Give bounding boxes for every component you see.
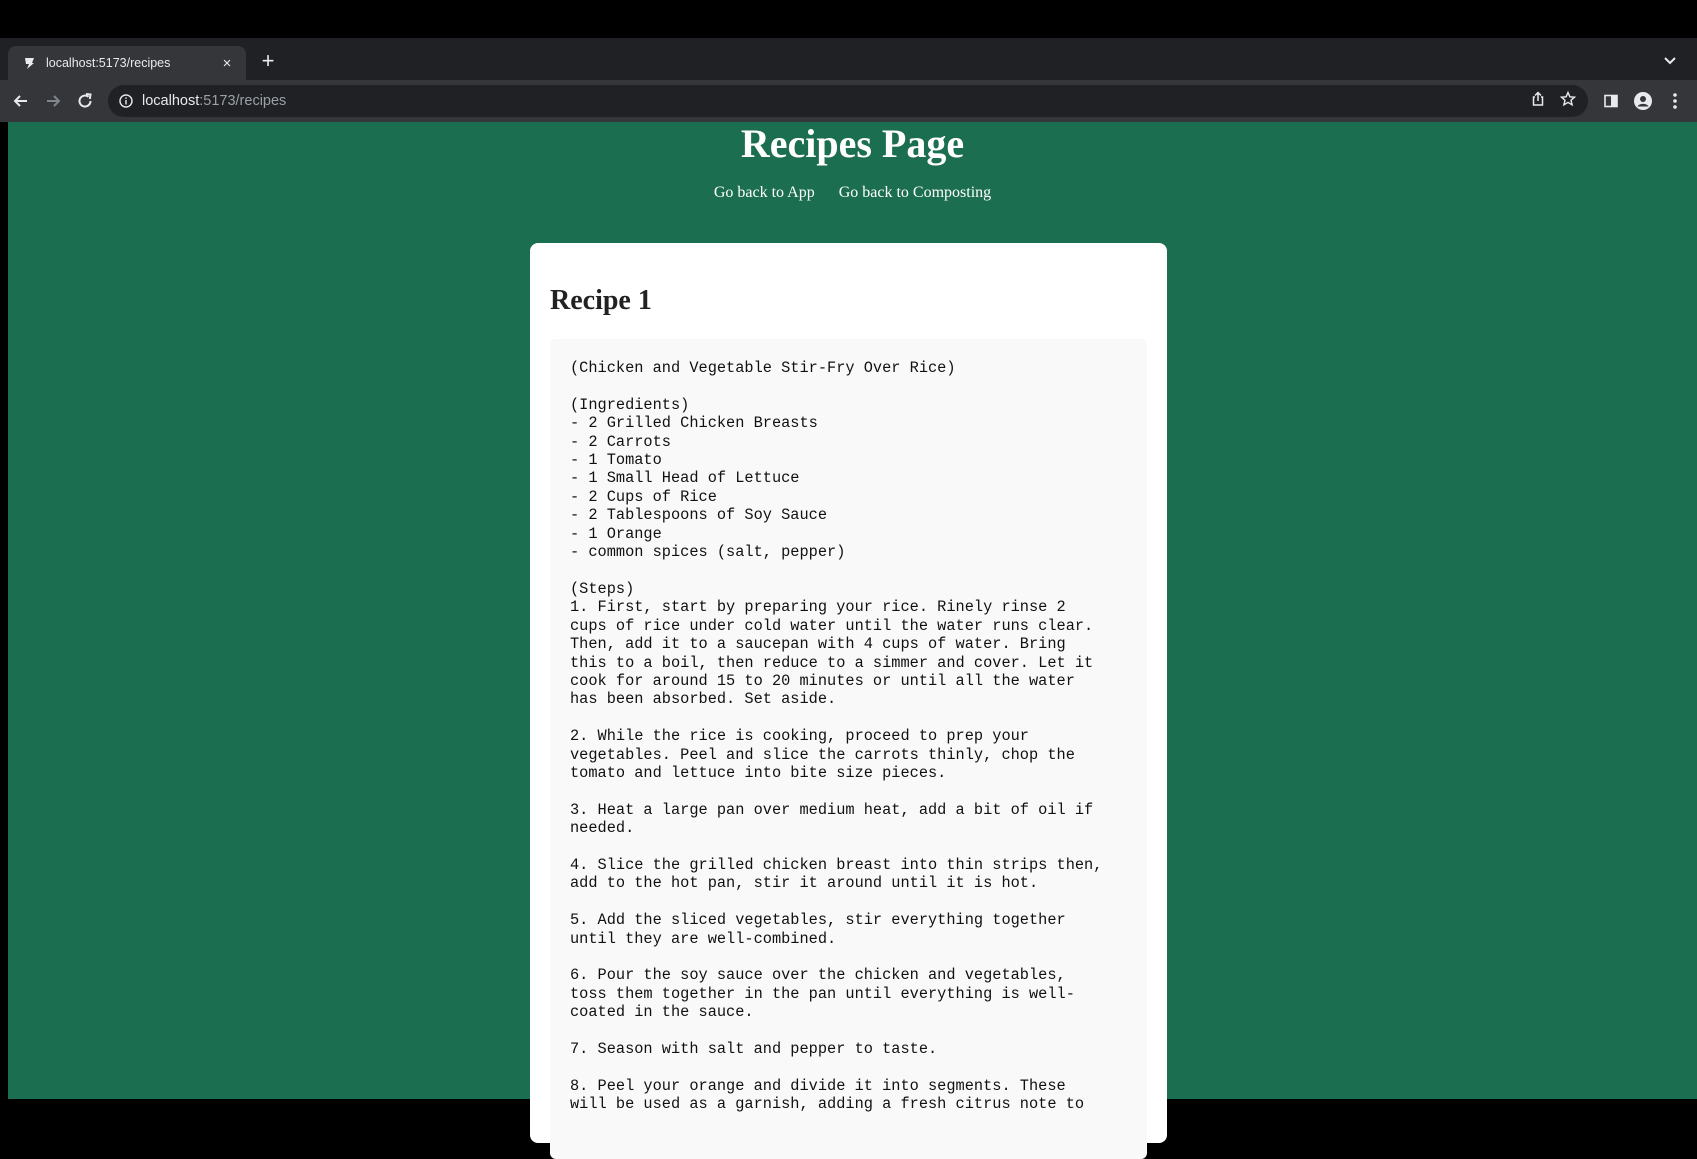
page-title: Recipes Page [740, 121, 965, 166]
page-nav [8, 184, 1697, 202]
recipe-heading: Recipe 1 [550, 285, 652, 316]
tab-close-icon[interactable]: × [222, 54, 232, 72]
browser-tab-strip [0, 38, 1697, 80]
recipe-card [530, 243, 1167, 1143]
reload-icon[interactable] [73, 89, 97, 113]
star-icon[interactable] [1560, 91, 1576, 112]
url-host: localhost [142, 93, 200, 109]
screen-top-bar [0, 0, 1697, 38]
page-content [8, 121, 1697, 1114]
info-icon[interactable] [118, 93, 134, 109]
kebab-menu-icon[interactable] [1663, 89, 1687, 113]
share-icon[interactable] [1530, 91, 1546, 112]
go-back-to-app-link[interactable]: Go back to App [713, 184, 815, 201]
browser-tab-active[interactable] [8, 46, 246, 80]
side-panel-icon[interactable] [1599, 89, 1623, 113]
recipe-body: (Chicken and Vegetable Stir-Fry Over Rice) (Ingredients) - 2 Grilled Chicken Breasts - 2 Carrots - 1 Tomato - 1 Small Head of Lettuce - 2 Cups of Rice - 2 Tablespoons of Soy Sauce - 1 Orange - common spices (salt, pepper) (Steps) 1. First, start by preparing your rice. Rinely rinse 2 cups of rice under cold water until the water runs clear. Then, add it to a saucepan with 4 cups of water. Bring this to a boil, then reduce to a simmer and cover. Let it cook for around 15 to 20 minutes or until all the water has been absorbed. Set aside. 2. While the rice is cooking, proceed to prep your vegetables. Peel and slice the carrots thinly, chop the tomato and lettuce into bite size pieces. 3. Heat a large pan over medium heat, add a bit of oil if needed. 4. Slice the grilled chicken breast into thin strips then, add to the hot pan, stir it around until it is hot. 5. Add the sliced vegetables, stir everything together until they are well-combined. 6. Pour the soy sauce over the chicken and vegetables, toss them together in the pan until everything is well- coated in the sauce. 7. Season with salt and pepper to taste. 8. Peel your orange and divide it into segments. These will be used as a garnish, adding a fresh citrus note to [570, 359, 1103, 1114]
tab-title: localhost:5173/recipes [46, 56, 171, 70]
vite-favicon-icon [22, 56, 36, 70]
new-tab-button[interactable]: + [261, 48, 275, 73]
go-back-to-composting-link[interactable]: Go back to Composting [838, 184, 992, 201]
url-text [142, 93, 286, 109]
chevron-down-icon[interactable] [1661, 52, 1679, 70]
forward-arrow-icon[interactable] [41, 89, 65, 113]
profile-icon[interactable] [1631, 89, 1655, 113]
browser-toolbar [0, 80, 1697, 122]
back-arrow-icon[interactable] [9, 89, 33, 113]
recipe-text-box [550, 339, 1147, 1159]
address-bar[interactable] [108, 85, 1588, 117]
url-path: :5173/recipes [199, 93, 287, 109]
